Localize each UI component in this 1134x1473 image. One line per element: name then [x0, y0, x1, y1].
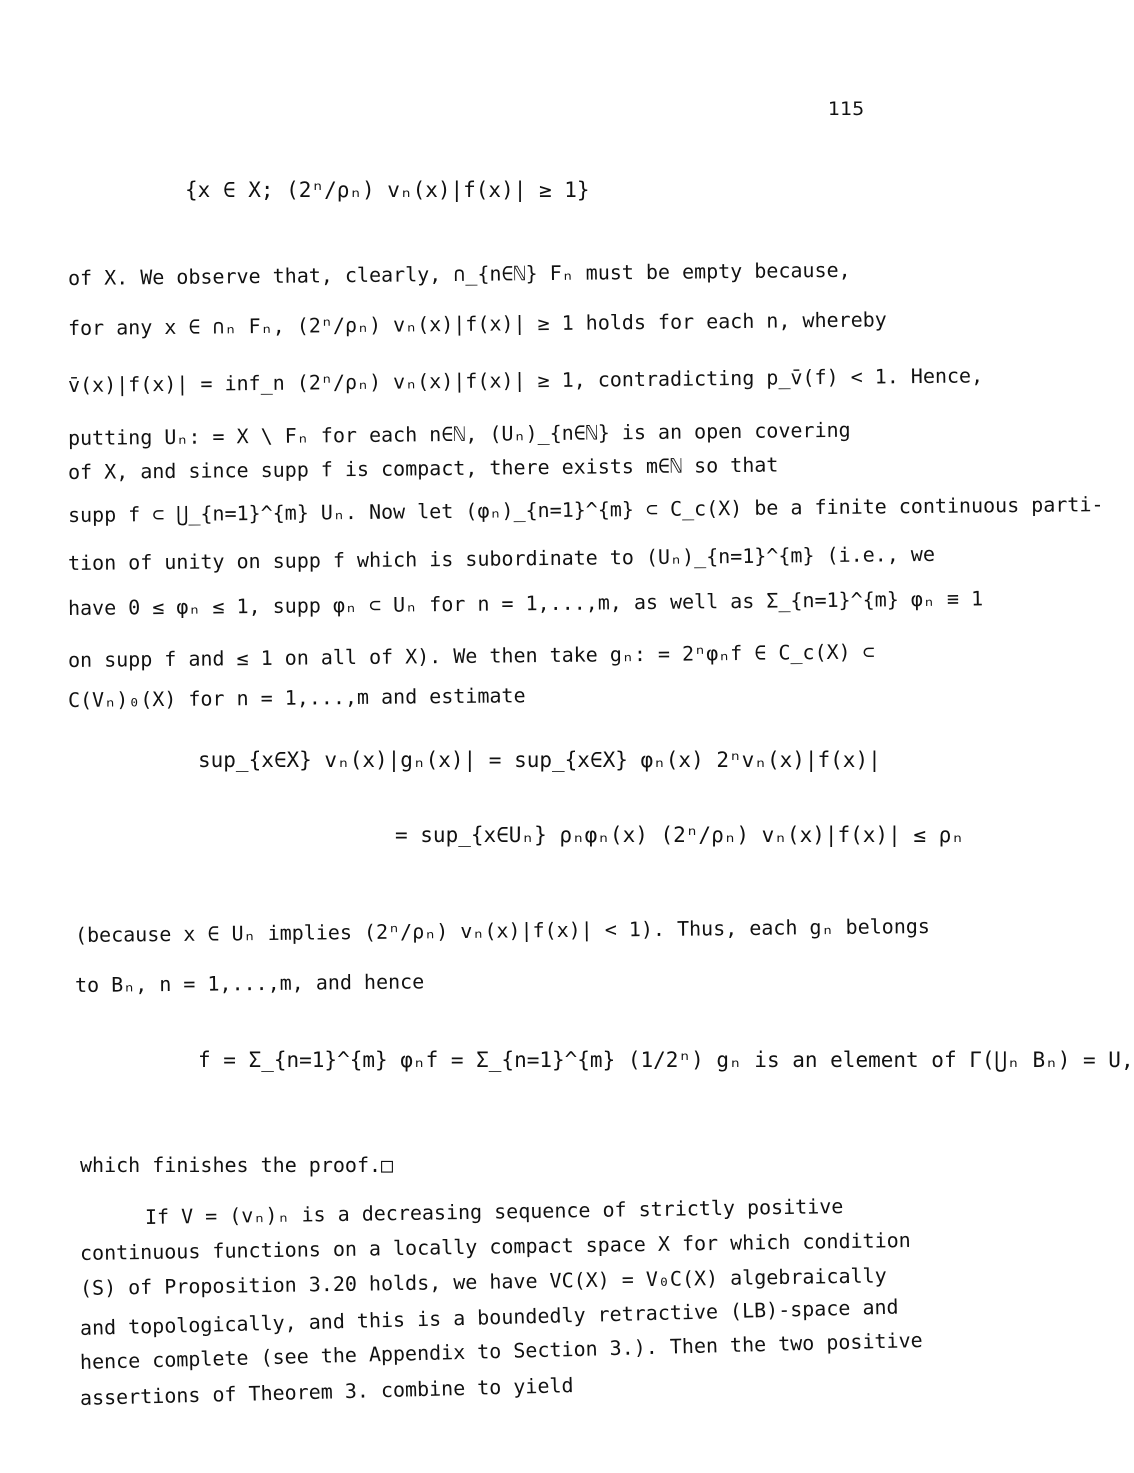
text-line: assertions of Theorem 3. combine to yield — [79, 1373, 574, 1410]
text-line: (because x ∈ Uₙ implies (2ⁿ/ρₙ) vₙ(x)|f(x)| < 1). Thus, each gₙ belongs — [74, 914, 931, 947]
proof-end-line: which finishes the proof.□ — [80, 1153, 394, 1177]
text-line: and topologically, and this is a boundedly retractive (LB)-space and — [79, 1294, 899, 1340]
text-line: (S) of Proposition 3.20 holds, we have VC(X) = V₀C(X) algebraically — [79, 1263, 887, 1300]
text-line: have 0 ≤ φₙ ≤ 1, supp φₙ ⊂ Uₙ for n = 1,...,m, as well as Σ_{n=1}^{m} φₙ ≡ 1 — [67, 586, 984, 620]
text-line: for any x ∈ ∩ₙ Fₙ, (2ⁿ/ρₙ) vₙ(x)|f(x)| ≥ 1 holds for each n, whereby — [67, 307, 887, 340]
estimate-formula-line-1: sup_{x∈X} vₙ(x)|gₙ(x)| = sup_{x∈X} φₙ(x) 2ⁿvₙ(x)|f(x)| — [198, 748, 881, 772]
text-line: on supp f and ≤ 1 on all of X). We then take gₙ: = 2ⁿφₙf ∈ C_c(X) ⊂ — [67, 639, 875, 672]
set-definition-formula: {x ∈ X; (2ⁿ/ρₙ) vₙ(x)|f(x)| ≥ 1} — [185, 178, 590, 202]
text-line: If V = (vₙ)ₙ is a decreasing sequence of strictly positive — [144, 1194, 844, 1229]
text-line: of X. We observe that, clearly, ∩_{n∈ℕ} Fₙ must be empty because, — [67, 257, 851, 290]
estimate-formula-line-2: = sup_{x∈Uₙ} ρₙφₙ(x) (2ⁿ/ρₙ) vₙ(x)|f(x)| ≤ ρₙ — [395, 823, 964, 847]
text-line: continuous functions on a locally compact space X for which condition — [79, 1227, 911, 1265]
text-line: tion of unity on supp f which is subordinate to (Uₙ)_{n=1}^{m} (i.e., we — [67, 541, 936, 575]
text-line: hence complete (see the Appendix to Section 3.). Then the two positive — [79, 1327, 923, 1374]
text-line: of X, and since supp f is compact, there exists m∈ℕ so that — [67, 452, 779, 484]
text-line: supp f ⊂ ⋃_{n=1}^{m} Uₙ. Now let (φₙ)_{n=1}^{m} ⊂ C_c(X) be a finite continuous parti- — [67, 492, 1104, 527]
decomposition-formula: f = Σ_{n=1}^{m} φₙf = Σ_{n=1}^{m} (1/2ⁿ) gₙ is an element of Γ(⋃ₙ Bₙ) = U, — [198, 1048, 1134, 1072]
page-number: 115 — [828, 98, 865, 120]
text-line: putting Uₙ: = X \ Fₙ for each n∈ℕ, (Uₙ)_{n∈ℕ} is an open covering — [67, 417, 851, 450]
text-line: v̄(x)|f(x)| = inf_n (2ⁿ/ρₙ) vₙ(x)|f(x)| ≥ 1, contradicting p_v̄(f) < 1. Hence, — [67, 363, 984, 397]
text-line: C(Vₙ)₀(X) for n = 1,...,m and estimate — [67, 683, 526, 712]
text-line: to Bₙ, n = 1,...,m, and hence — [74, 969, 425, 997]
